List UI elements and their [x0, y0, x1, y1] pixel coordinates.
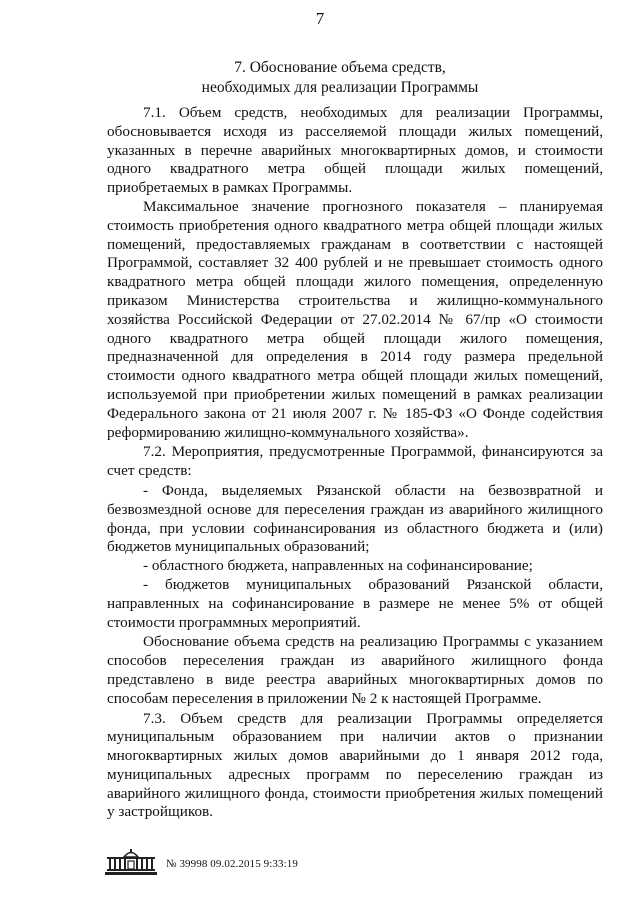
list-item-fund: - Фонда, выделяемых Рязанской области на безвозвратной и безвозмездной основе для переселения граждан из аварийного жилищного фонда, при условии софинансирования из областного бюджета и (или) бюджетов муниципальных образований; [107, 481, 603, 556]
heading-line-1: 7. Обоснование объема средств, [234, 59, 446, 76]
paragraph-justification: Обоснование объема средств на реализацию Программы с указанием способов переселения граждан из аварийного жилищного фонда представлено в виде реестра аварийных многоквартирных домов по способам переселения в приложении № 2 к настоящей Программе. [107, 633, 603, 707]
registration-stamp: № 39998 09.02.2015 9:33:19 [166, 858, 298, 870]
list-item-regional-budget: - областного бюджета, направленных на софинансирование; [143, 557, 533, 575]
list-item-municipal-budgets: - бюджетов муниципальных образований Рязанской области, направленных на софинансирование в размере не менее 5% от общей стоимости программных мероприятий. [107, 575, 603, 631]
paragraph-7-2: 7.2. Мероприятия, предусмотренные Программой, финансируются за счет средств: [107, 443, 603, 480]
paragraph-7-1: 7.1. Объем средств, необходимых для реализации Программы, обосновывается исходя из расселяемой площади жилых помещений, указанных в перечне аварийных многоквартирных домов, и стоимости одного квадратного метра общей площади жилых помещений, приобретаемых в рамках Программы. [107, 104, 603, 197]
duma-building-logo-icon [104, 848, 158, 876]
heading-line-2: необходимых для реализации Программы [201, 79, 479, 96]
section-heading [90, 58, 590, 98]
paragraph-max-value: Максимальное значение прогнозного показателя – планируемая стоимость приобретения одного квадратного метра общей площади жилых помещений, предоставляемых гражданам в соответствии с настоящей Программой, составляет 32 400 рублей и не превышает стоимость одного квадратного метра общей площади жилого помещения, определенную приказом Министерства строительства и жилищно-коммунального хозяйства Российской Федерации от 27.02.2014 № 67/пр «О стоимости одного квадратного метра общей площади жилого помещения, предназначенной для определения в 2014 году размера предельной стоимости одного квадратного метра общей площади жилых помещений, используемой при приобретении жилых помещений в рамках реализации Федерального закона от 21 июля 2007 г. № 185-ФЗ «О Фонде содействия реформированию жилищно-коммунального хозяйства». [107, 197, 603, 441]
document-body [107, 104, 603, 822]
registration-footer [104, 848, 298, 876]
page-number: 7 [315, 9, 325, 28]
paragraph-7-3: 7.3. Объем средств для реализации Программы определяется муниципальным образованием при наличии актов о признании многоквартирных жилых домов аварийными до 1 января 2012 года, муниципальных адресных программ по переселению граждан из аварийного жилищного фонда, стоимости приобретения жилых помещений у застройщиков. [107, 709, 603, 821]
